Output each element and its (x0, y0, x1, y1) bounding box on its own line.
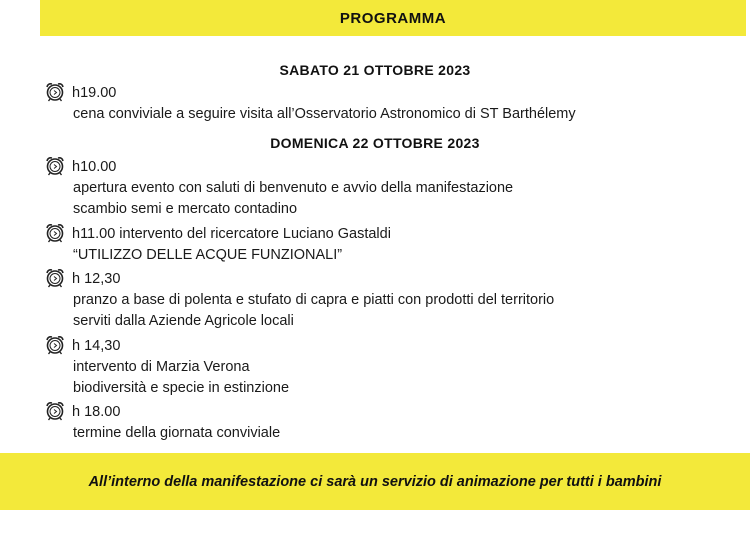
schedule-item (44, 336, 724, 399)
schedule-desc: biodiversità e specie in estinzione (73, 380, 290, 396)
schedule-desc: pranzo a base di polenta e stufato di capra e piatti con prodotti del territorio (73, 292, 555, 308)
schedule-time: h10.00 (72, 159, 117, 175)
schedule-time: h19.00 (72, 85, 117, 101)
programma-banner (40, 0, 746, 36)
schedule-desc: “UTILIZZO DELLE ACQUE FUNZIONALI” (73, 247, 343, 263)
footer-note: All’interno della manifestazione ci sarà un servizio di animazione per tutti i bambini (88, 473, 662, 490)
alarm-clock-icon (44, 401, 66, 421)
alarm-clock-icon (44, 335, 66, 355)
schedule-desc: serviti dalla Aziende Agricole locali (73, 313, 294, 329)
schedule-item (44, 224, 724, 266)
day-heading-sunday: DOMENICA 22 OTTOBRE 2023 (270, 135, 480, 151)
schedule-item (44, 269, 724, 332)
schedule-item (44, 83, 724, 125)
schedule-desc: scambio semi e mercato contadino (73, 201, 298, 217)
schedule-time: h 14,30 (72, 338, 121, 354)
schedule-desc: cena conviviale a seguire visita all’Osservatorio Astronomico di ST Barthélemy (73, 106, 576, 122)
schedule-time: h 18.00 (72, 404, 121, 420)
alarm-clock-icon (44, 82, 66, 102)
schedule-time: h11.00 intervento del ricercatore Luciano Gastaldi (72, 226, 391, 242)
schedule-time: h 12,30 (72, 271, 121, 287)
day-heading-saturday: SABATO 21 OTTOBRE 2023 (279, 62, 471, 78)
page-title: PROGRAMMA (339, 9, 447, 27)
alarm-clock-icon (44, 156, 66, 176)
alarm-clock-icon (44, 223, 66, 243)
schedule-desc: intervento di Marzia Verona (73, 359, 250, 375)
schedule-desc: termine della giornata conviviale (73, 425, 281, 441)
schedule-item (44, 402, 724, 444)
schedule-item (44, 157, 724, 220)
schedule-desc: apertura evento con saluti di benvenuto e avvio della manifestazione (73, 180, 514, 196)
alarm-clock-icon (44, 268, 66, 288)
footer-banner (0, 453, 750, 510)
